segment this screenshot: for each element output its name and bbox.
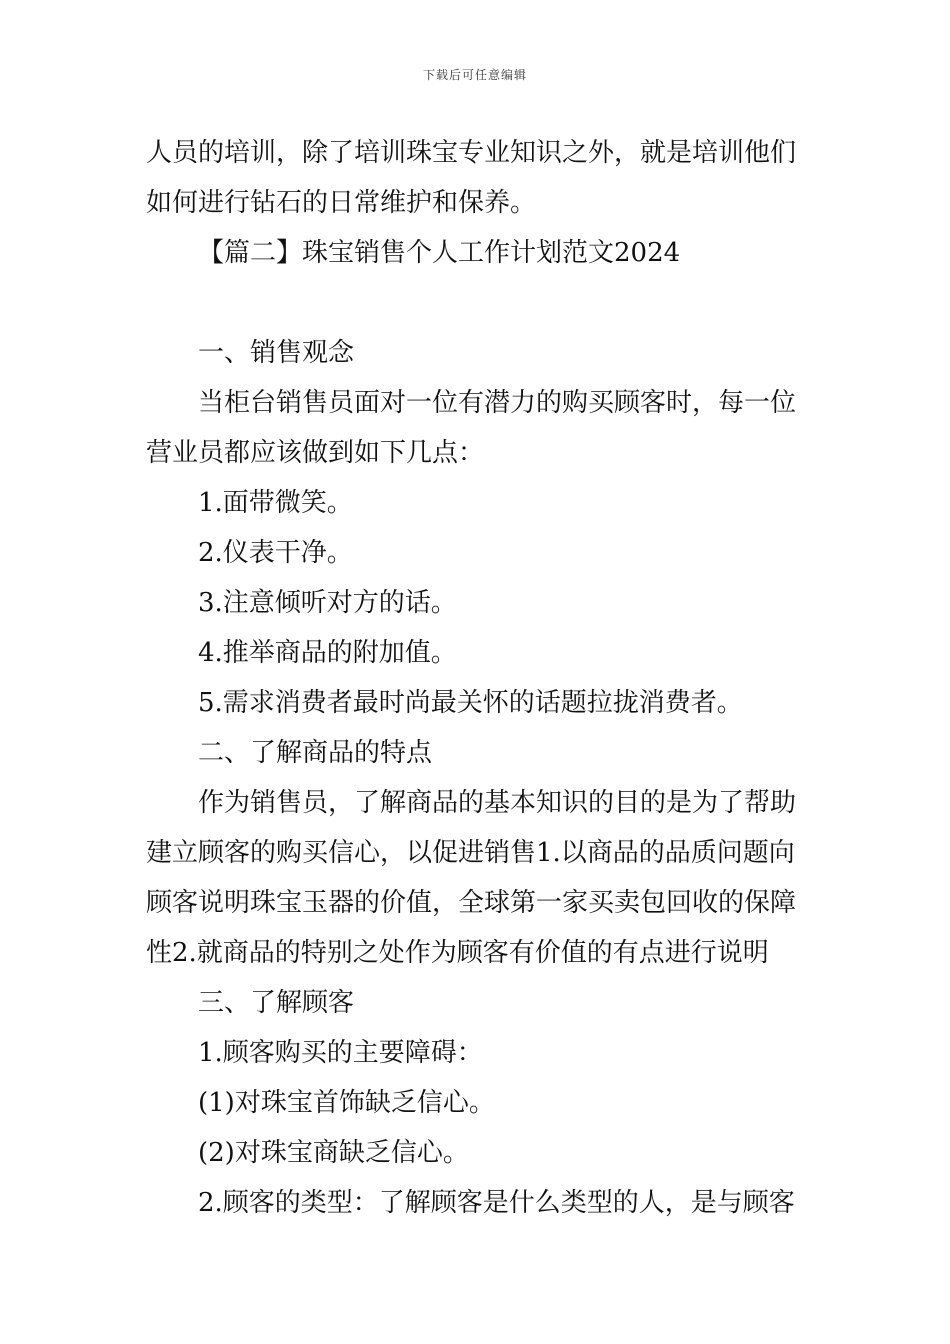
list-item: 4.推举商品的附加值。 — [198, 638, 457, 668]
body-line: 性2.就商品的特别之处作为顾客有价值的有点进行说明 — [146, 938, 769, 968]
list-item: 1.顾客购买的主要障碍： — [198, 1038, 483, 1068]
body-line: 当柜台销售员面对一位有潜力的购买顾客时，每一位 — [198, 388, 797, 418]
body-line: 顾客说明珠宝玉器的价值，全球第一家买卖包回收的保障 — [146, 888, 797, 918]
list-item: 1.面带微笑。 — [198, 488, 353, 518]
body-line: 营业员都应该做到如下几点： — [146, 438, 485, 468]
list-item: 5.需求消费者最时尚最关怀的话题拉拢消费者。 — [198, 688, 743, 718]
heading-product-features: 二、了解商品的特点 — [198, 738, 433, 768]
list-item: 2.仪表干净。 — [198, 538, 353, 568]
page-header-note: 下载后可任意编辑 — [422, 68, 527, 82]
body-line: 如何进行钻石的日常维护和保养。 — [146, 188, 537, 218]
list-item: 3.注意倾听对方的话。 — [198, 588, 457, 618]
heading-know-customers: 三、了解顾客 — [198, 988, 355, 1018]
list-item: (2)对珠宝商缺乏信心。 — [198, 1138, 469, 1168]
list-item: 2.顾客的类型：了解顾客是什么类型的人，是与顾客 — [198, 1188, 795, 1218]
body-line: 建立顾客的购买信心，以促进销售1.以商品的品质问题向 — [146, 838, 795, 868]
section-title: 【篇二】珠宝销售个人工作计划范文2024 — [198, 238, 681, 268]
body-line: 人员的培训，除了培训珠宝专业知识之外，就是培训他们 — [146, 138, 797, 168]
body-line: 作为销售员，了解商品的基本知识的目的是为了帮助 — [198, 788, 797, 818]
list-item: (1)对珠宝首饰缺乏信心。 — [198, 1088, 495, 1118]
document-body — [146, 128, 816, 1228]
heading-sales-concept: 一、销售观念 — [198, 338, 355, 368]
blank-line — [146, 278, 816, 328]
